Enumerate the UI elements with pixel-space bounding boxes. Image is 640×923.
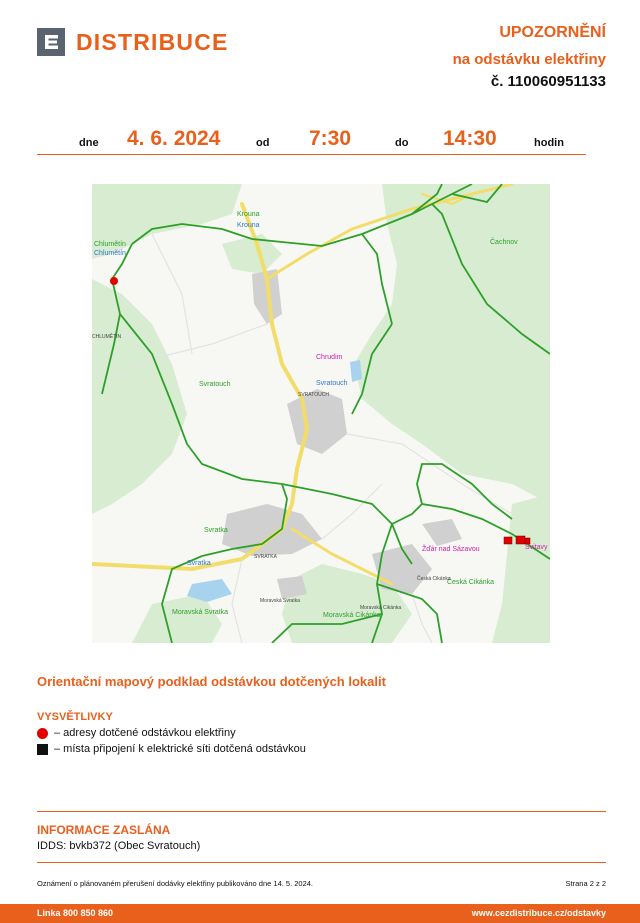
map-label: Svratka (187, 560, 211, 567)
map-label: Moravská Svratka (172, 609, 229, 616)
from-label: od (256, 137, 270, 149)
map-label: Chlumětín (94, 241, 126, 248)
black-square-icon (37, 744, 48, 755)
divider (37, 811, 606, 812)
map-label: Žďár nad Sázavou (422, 546, 480, 553)
to-time: 14:30 (443, 127, 497, 150)
outage-address-marker (110, 277, 118, 285)
map-canvas (92, 184, 550, 643)
day-label: dne (79, 137, 99, 149)
map-label: Svratka (204, 527, 228, 534)
map-label: SVRATOUCH (298, 392, 329, 398)
map-caption: Orientační mapový podklad odstávkou dotčených lokalit (37, 674, 386, 689)
map-label: CHLUMĚTÍN (92, 334, 122, 340)
schedule-row (37, 120, 586, 155)
map-label: Moravská Cikánka (323, 612, 381, 619)
notice-title: UPOZORNĚNÍ (499, 24, 606, 41)
info-text: IDDS: bvkb372 (Obec Svratouch) (37, 840, 201, 852)
info-title: INFORMACE ZASLÁNA (37, 823, 171, 837)
legend-text: – místa připojení k elektrické síti dotčená odstávkou (54, 743, 306, 755)
map-label: Moravská Svratka (260, 598, 301, 604)
connection-point-marker (516, 536, 525, 544)
map-label: Čachnov (490, 239, 518, 246)
website-link[interactable]: www.cezdistribuce.cz/odstavky (471, 908, 606, 918)
map-label: Chrudim (316, 354, 343, 361)
map-label: Krouna (237, 222, 260, 229)
legend-item (37, 743, 306, 755)
outage-map (92, 184, 550, 643)
to-label: do (395, 137, 409, 149)
publication-note: Oznámení o plánovaném přerušení dodávky elektřiny publikováno dne 14. 5. 2024. (37, 879, 314, 888)
red-dot-icon (37, 728, 48, 739)
map-label: Krouna (237, 211, 260, 218)
map-label: Moravská Cikánka (360, 605, 402, 611)
legend-item (37, 727, 236, 739)
map-label: Česká Cikánka (417, 576, 451, 582)
connection-point-marker (504, 537, 512, 544)
notice-number: č. 110060951133 (490, 73, 606, 90)
hotline: Linka 800 850 860 (37, 908, 114, 918)
from-time: 7:30 (309, 127, 352, 150)
map-label: Chlumětín (94, 250, 126, 257)
map-label: SVRATKA (254, 554, 277, 560)
map-label: Svratouch (199, 381, 231, 388)
divider (37, 862, 606, 863)
outage-date: 4. 6. 2024 (127, 127, 221, 150)
map-label: Svratouch (316, 380, 348, 387)
brand-name: DISTRIBUCE (76, 29, 229, 55)
cez-logo-icon (37, 28, 65, 56)
page-number: Strana 2 z 2 (565, 879, 606, 888)
map-label: Česká Cikánka (447, 579, 495, 586)
legend-title: VYSVĚTLIVKY (37, 711, 113, 723)
hours-label: hodin (534, 137, 564, 149)
notice-subtitle: na odstávku elektřiny (452, 51, 606, 68)
map-label: Svitavy (525, 544, 548, 551)
legend-text: – adresy dotčené odstávkou elektřiny (54, 727, 236, 739)
